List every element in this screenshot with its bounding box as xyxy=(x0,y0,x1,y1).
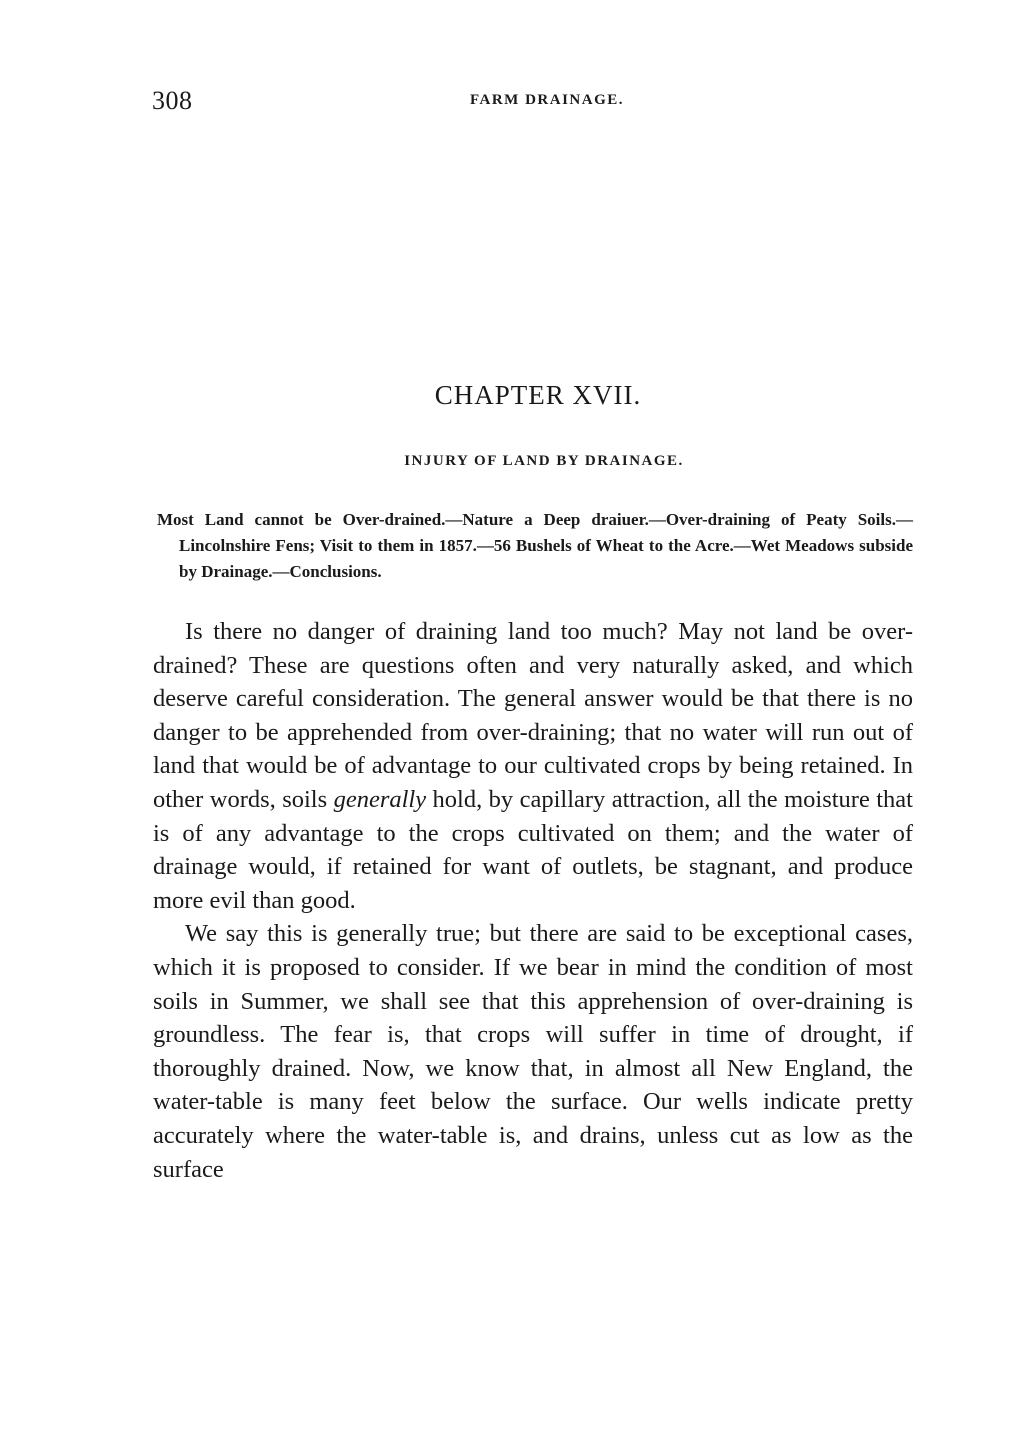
paragraph-1-italic: generally xyxy=(333,785,427,813)
paragraph-1-part-2: hold, by capillary attraction, all the moisture that is of any advantage to the crops cultivated on them; and the water of drainage would, if retained for want of outlets, be stagnant, and produce more evil than good. xyxy=(153,785,913,914)
chapter-synopsis: Most Land cannot be Over-drained.—Nature a Deep draiuer.—Over-draining of Peaty Soils.—Lincolnshire Fens; Visit to them in 1857.—56 Bushels of Wheat to the Acre.—Wet Meadows subside by Drainage.—Conclusions. xyxy=(157,510,913,581)
chapter-subtitle: INJURY OF LAND BY DRAINAGE. xyxy=(404,453,684,469)
paragraph-2: We say this is generally true; but there are said to be exceptional cases, which it is proposed to consider. If we bear in mind the condition of most soils in Summer, we shall see that this apprehension of over-draining is groundless. The fear is, that crops will suffer in time of drought, if thoroughly drained. Now, we know that, in almost all New England, the water-table is many feet below the surface. Our wells indicate pretty accurately where the water-table is, and drains, unless cut as low as the surface xyxy=(153,920,913,1183)
body-text xyxy=(153,615,913,1186)
running-header xyxy=(152,86,912,116)
chapter-title: CHAPTER XVII. xyxy=(434,380,642,410)
running-title: FARM DRAINAGE. xyxy=(469,92,625,108)
paragraph-1 xyxy=(153,615,913,917)
page-number: 308 xyxy=(152,86,193,115)
paragraph-1-part-1: Is there no danger of draining land too much? May not land be over-drained? These are questions often and very naturally asked, and which deserve careful consideration. The general answer would be that there is no danger to be apprehended from over-draining; that no water will run out of land that would be of advantage to our cultivated crops by being retained. In other words, soils xyxy=(153,618,913,813)
